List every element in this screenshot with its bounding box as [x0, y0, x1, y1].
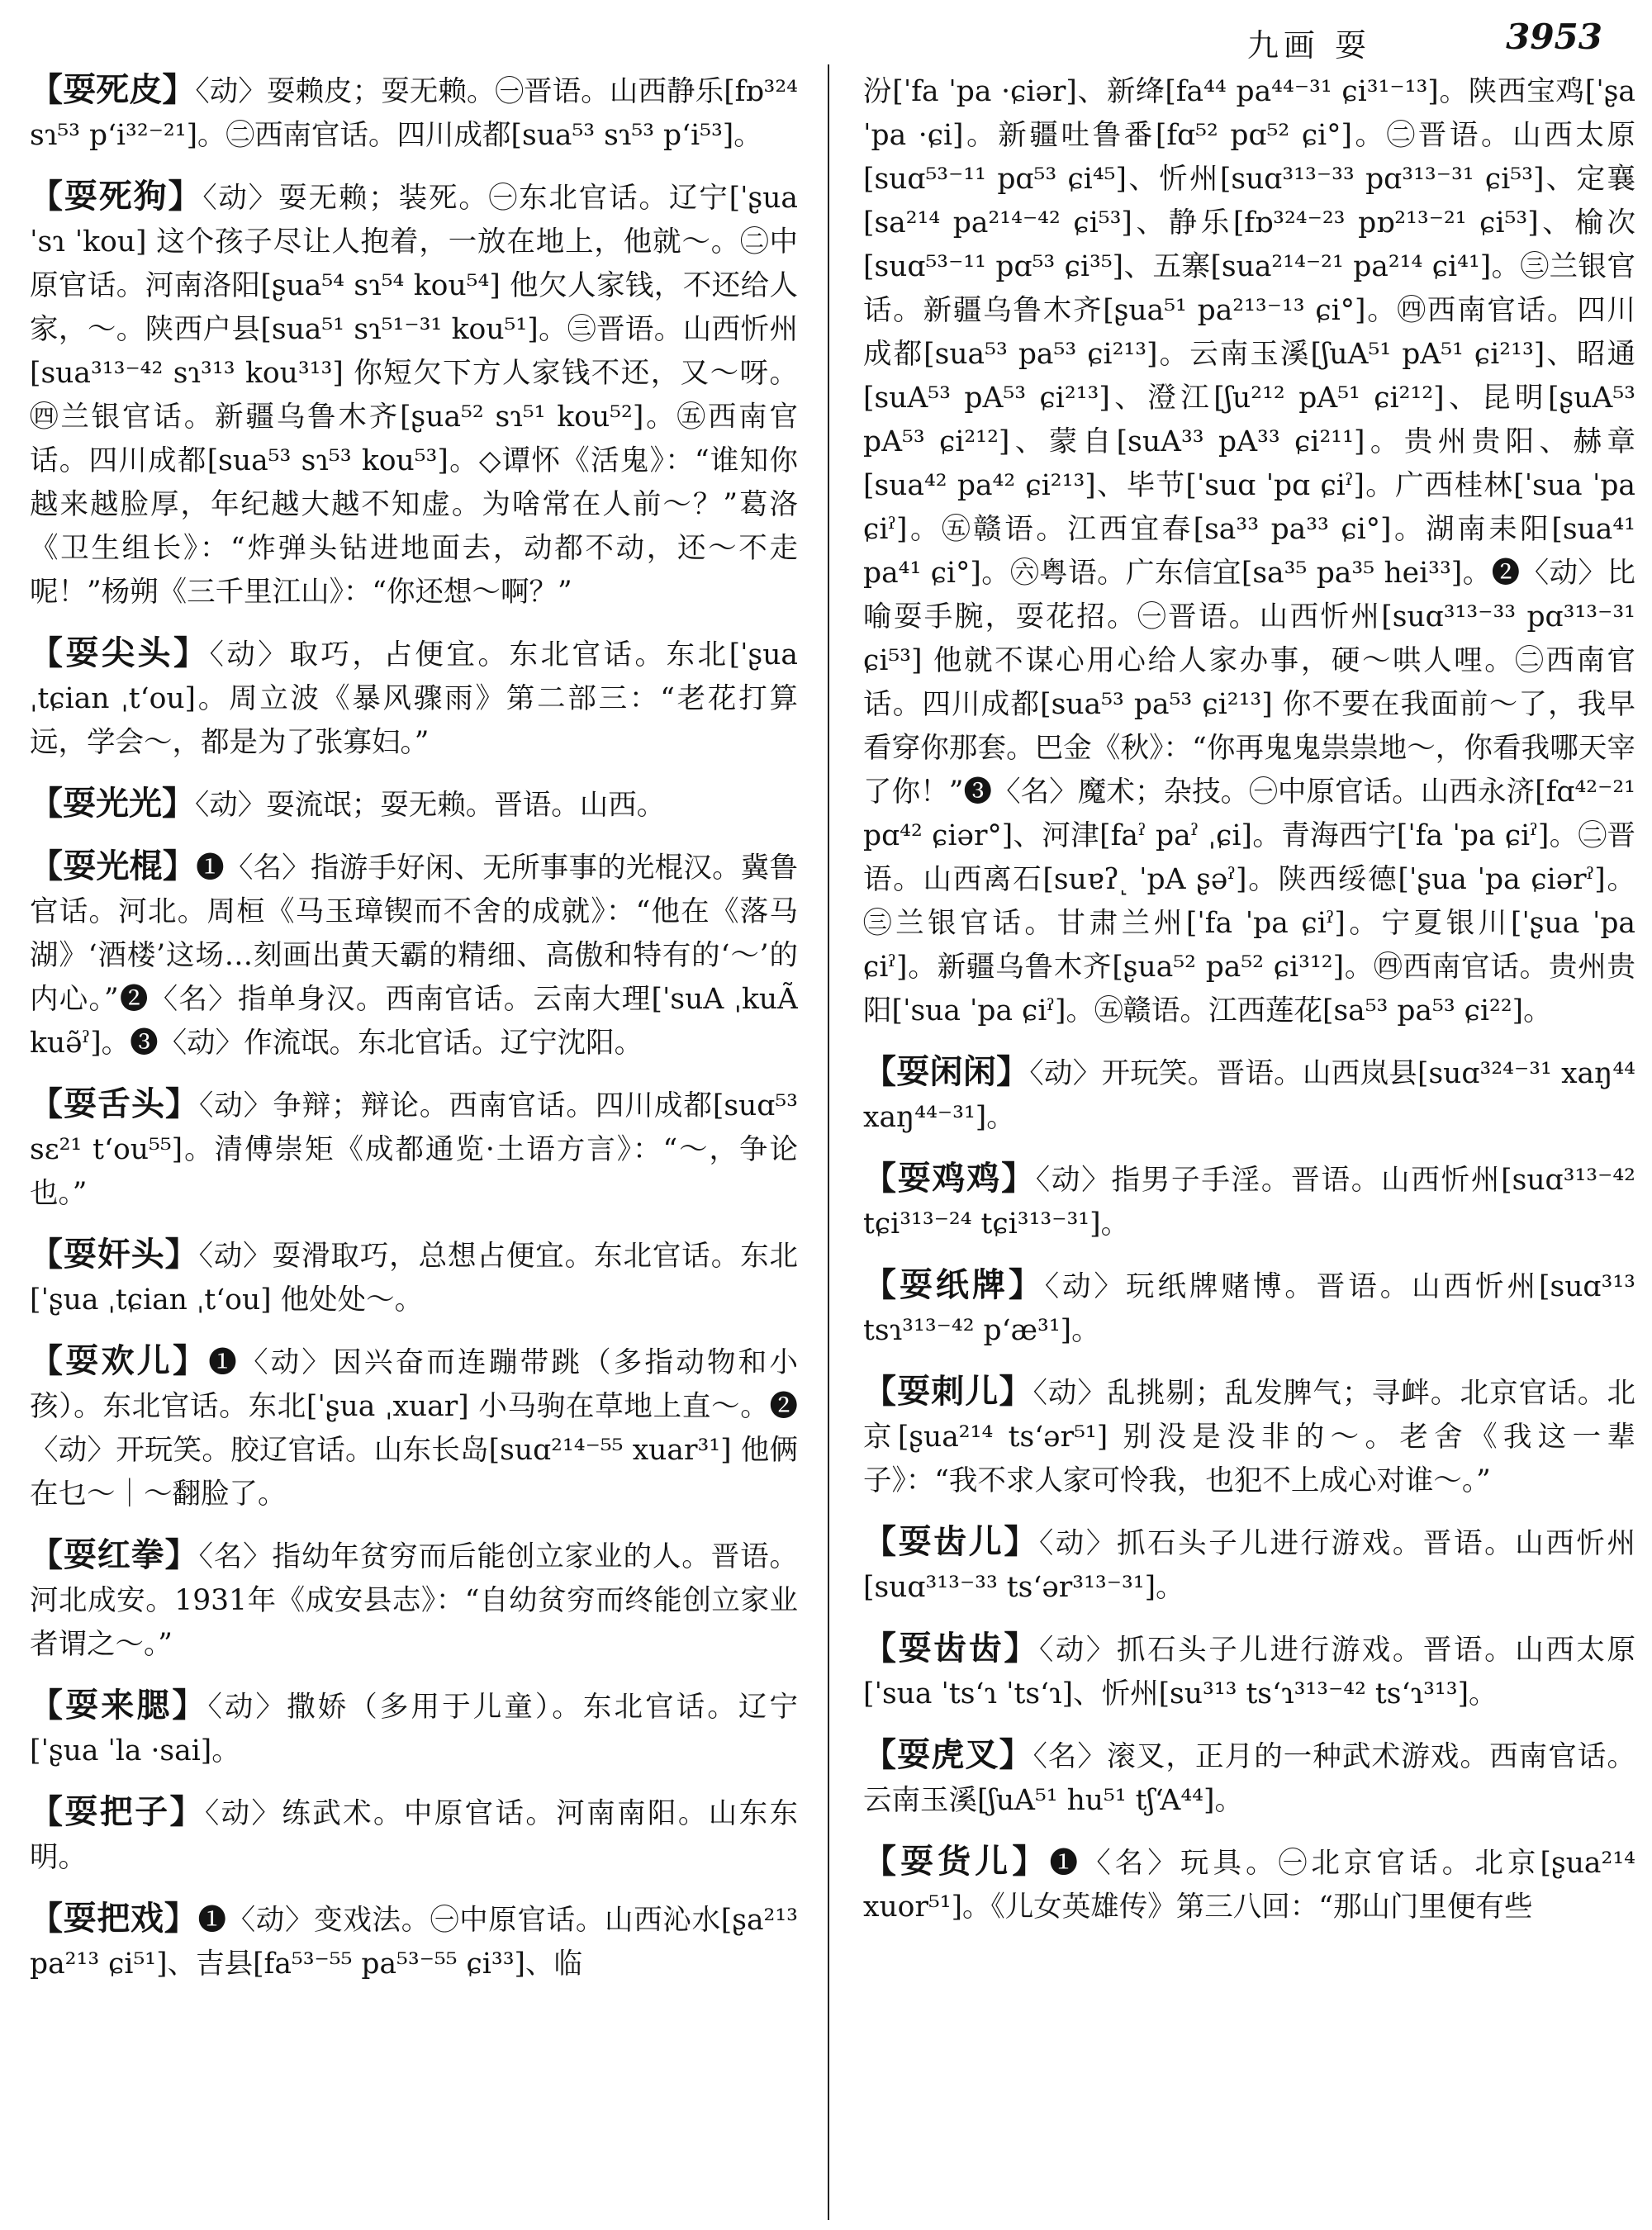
entry-headword: 【耍奸头】: [30, 1235, 199, 1274]
entry-body: 〈名〉滚叉，正月的一种武术游戏。西南官话。云南玉溪[ʃuA⁵¹ hu⁵¹ tʃʻA⁴⁴]。: [863, 1740, 1635, 1817]
right-column: [863, 68, 1635, 2215]
entry-headword: 【耍齿齿】: [863, 1629, 1039, 1668]
left-column: [30, 68, 798, 2215]
entry-headword: 【耍尖头】: [30, 633, 210, 672]
entry-body: 〈动〉耍赖皮；耍无赖。㊀晋语。山西静乐[fɒ³²⁴ sɿ⁵³ pʻi³²⁻²¹]。㊁西南官话。四川成都[sua⁵³ sɿ⁵³ pʻi⁵³]。: [30, 75, 798, 152]
entry-body: ❶〈名〉玩具。㊀北京官话。北京[ʂua²¹⁴ xuor⁵¹]。《儿女英雄传》第三八回：“那山门里便有些: [863, 1847, 1635, 1924]
entry-headword: 【耍光棍】: [30, 847, 197, 885]
entry-headword: 【耍货儿】: [863, 1842, 1050, 1881]
entry-headword: 【耍舌头】: [30, 1084, 200, 1123]
entry-body: 〈动〉抓石头子儿进行游戏。晋语。山西太原[ˈsua ˈtsʻɿ ˈtsʻɿ]、忻州[su³¹³ tsʻɿ³¹³⁻⁴² tsʻɿ³¹³]。: [863, 1634, 1635, 1710]
dictionary-entry: [863, 1626, 1635, 1716]
entry-headword: 【耍红拳】: [30, 1535, 199, 1574]
dictionary-entry: [30, 1790, 798, 1880]
entry-headword: 【耍来腮】: [30, 1686, 208, 1725]
dictionary-entry: [30, 1339, 798, 1516]
entry-headword: 【耍闲闲】: [863, 1052, 1030, 1091]
dictionary-entry-continued: [863, 68, 1635, 1033]
section-title: 九画 耍: [1246, 27, 1371, 64]
entry-headword: 【耍光光】: [30, 784, 195, 823]
dictionary-entry: [30, 174, 798, 614]
dictionary-entry: [863, 1733, 1635, 1823]
page-header: [33, 15, 1619, 64]
dictionary-entry: [863, 1369, 1635, 1503]
entry-headword: 【耍纸牌】: [863, 1265, 1045, 1304]
entry-headword: 【耍刺儿】: [863, 1372, 1033, 1411]
entry-body: 〈动〉取巧，占便宜。东北官话。东北[ˈʂua ˌtɕian ˌtʻou]。周立波《暴风骤雨》第二部三：“老花打算远，学会～，都是为了张寡妇。”: [30, 638, 798, 759]
dictionary-entry: [863, 1156, 1635, 1246]
dictionary-entry: [30, 781, 798, 828]
dictionary-entry: [30, 1683, 798, 1773]
dictionary-entry: [863, 1839, 1635, 1929]
dictionary-entry: [863, 1263, 1635, 1353]
entry-body: 〈动〉练武术。中原官话。河南南阳。山东东明。: [30, 1797, 798, 1874]
entry-headword: 【耍死皮】: [30, 70, 196, 109]
entry-body: 〈动〉乱挑剔；乱发脾气；寻衅。北京官话。北京[ʂua²¹⁴ tsʻər⁵¹] 别没是没非的～。老舍《我这一辈子》：“我不求人家可怜我，也犯不上成心对谁～。”: [863, 1377, 1635, 1497]
dictionary-entry: [863, 1050, 1635, 1140]
dictionary-entry: [30, 68, 798, 158]
dictionary-entry: [30, 844, 798, 1065]
entry-body: 〈动〉争辩；辩论。西南官话。四川成都[suɑ⁵³ sɛ²¹ tʻou⁵⁵]。清傅崇矩《成都通览·土语方言》：“～，争论也。”: [30, 1089, 798, 1210]
entry-headword: 【耍虎叉】: [863, 1735, 1033, 1774]
dictionary-entry: [30, 1082, 798, 1216]
entry-body: ❶〈名〉指游手好闲、无所事事的光棍汉。冀鲁官话。河北。周桓《马玉璋锲而不舍的成就》：“他在《落马湖》‘酒楼’这场…刻画出黄天霸的精细、高傲和特有的‘～’的内心。”❷〈名〉指单身汉。西南官话。云南大理[ˈsuA ˌkuÃ kuə̃ˀ]。❸〈动〉作流氓。东北官话。辽宁沈阳。: [30, 852, 798, 1060]
dictionary-entry: [30, 1896, 798, 1986]
entry-body: 汾[ˈfa ˈpa ·ɕiər]、新绛[fa⁴⁴ pa⁴⁴⁻³¹ ɕi³¹⁻¹³]。陕西宝鸡[ˈʂa ˈpa ·ɕi]。新疆吐鲁番[fɑ⁵² pɑ⁵² ɕi°]。㊁晋语。山西太原[suɑ⁵³⁻¹¹ pɑ⁵³ ɕi⁴⁵]、忻州[suɑ³¹³⁻³³ pɑ³¹³⁻³¹ ɕi⁵³]、定襄[sa²¹⁴ pa²¹⁴⁻⁴² ɕi⁵³]、静乐[fɒ³²⁴⁻²³ pɒ²¹³⁻²¹ ɕi⁵³]、榆次[suɑ⁵³⁻¹¹ pɑ⁵³ ɕi³⁵]、五寨[sua²¹⁴⁻²¹ pa²¹⁴ ɕi⁴¹]。㊂兰银官话。新疆乌鲁木齐[ʂua⁵¹ pa²¹³⁻¹³ ɕi°]。㊃西南官话。四川成都[sua⁵³ pa⁵³ ɕi²¹³]。云南玉溪[ʃuA⁵¹ pA⁵¹ ɕi²¹³]、昭通[suA⁵³ pA⁵³ ɕi²¹³]、澄江[ʃu²¹² pA⁵¹ ɕi²¹²]、昆明[ʂuA⁵³ pA⁵³ ɕi²¹²]、蒙自[suA³³ pA³³ ɕi²¹¹]。贵州贵阳、赫章[sua⁴² pa⁴² ɕi²¹³]、毕节[ˈsuɑ ˈpɑ ɕiˀ]。广西桂林[ˈsua ˈpa ɕiˀ]。㊄赣语。江西宜春[sa³³ pa³³ ɕi°]。湖南耒阳[sua⁴¹ pa⁴¹ ɕi°]。㊅粤语。广东信宜[sa³⁵ pa³⁵ hei³³]。❷〈动〉比喻耍手腕，耍花招。㊀晋语。山西忻州[suɑ³¹³⁻³³ pɑ³¹³⁻³¹ ɕi⁵³] 他就不谋心用心给人家办事，硬～哄人哩。㊁西南官话。四川成都[sua⁵³ pa⁵³ ɕi²¹³] 你不要在我面前～了，我早看穿你那套。巴金《秋》：“你再鬼鬼祟祟地～，你看我哪天宰了你！”❸〈名〉魔术；杂技。㊀中原官话。山西永济[fɑ⁴²⁻²¹ pɑ⁴² ɕiər°]、河津[faˀ paˀ ˌɕi]。青海西宁[ˈfa ˈpa ɕiˀ]。㊁晋语。山西离石[suɐʔ˻ ˈpA ʂəˀ]。陕西绥德[ˈʂua ˈpa ɕiərˀ]。㊂兰银官话。甘肃兰州[ˈfa ˈpa ɕiˀ]。宁夏银川[ˈʂua ˈpa ɕiˀ]。新疆乌鲁木齐[ʂua⁵² pa⁵² ɕi³¹²]。㊃西南官话。贵州贵阳[ˈsua ˈpa ɕiˀ]。㊄赣语。江西莲花[sa⁵³ pa⁵³ ɕi²²]。: [863, 75, 1635, 1027]
entry-headword: 【耍把子】: [30, 1792, 205, 1831]
entry-headword: 【耍把戏】: [30, 1899, 198, 1938]
dictionary-entry: [30, 1232, 798, 1322]
entry-body: 〈动〉指男子手淫。晋语。山西忻州[suɑ³¹³⁻⁴² tɕi³¹³⁻²⁴ tɕi³¹³⁻³¹]。: [863, 1164, 1635, 1241]
entry-body: 〈动〉抓石头子儿进行游戏。晋语。山西忻州[suɑ³¹³⁻³³ tsʻər³¹³⁻³¹]。: [863, 1527, 1635, 1604]
dictionary-entry: [30, 631, 798, 765]
entry-headword: 【耍欢儿】: [30, 1341, 209, 1380]
entry-body: 〈动〉耍滑取巧，总想占便宜。东北官话。东北[ˈʂua ˌtɕian ˌtʻou] 他处处～。: [30, 1240, 798, 1317]
entry-body: 〈动〉耍无赖；装死。㊀东北官话。辽宁[ˈʂua ˈsɿ ˈkou] 这个孩子尽让人抱着，一放在地上，他就～。㊁中原官话。河南洛阳[ʂua⁵⁴ sɿ⁵⁴ kou⁵⁴] 他欠人家钱，不还给人家，～。陕西户县[sua⁵¹ sɿ⁵¹⁻³¹ kou⁵¹]。㊂晋语。山西忻州[sua³¹³⁻⁴² sɿ³¹³ kou³¹³] 你短欠下方人家钱不还，又～呀。㊃兰银官话。新疆乌鲁木齐[ʂua⁵² sɿ⁵¹ kou⁵²]。㊄西南官话。四川成都[sua⁵³ sɿ⁵³ kou⁵³]。◇谭怀《活鬼》：“谁知你越来越脸厚，年纪越大越不知虚。为啥常在人前～？”葛洛《卫生组长》：“炸弹头钻进地面去，动都不动，还～不走呢！”杨朔《三千里江山》：“你还想～啊？”: [30, 182, 798, 609]
entry-body: 〈动〉撒娇（多用于儿童）。东北官话。辽宁[ˈʂua ˈla ·sai]。: [30, 1691, 798, 1767]
entry-body: 〈动〉开玩笑。晋语。山西岚县[suɑ³²⁴⁻³¹ xaŋ⁴⁴ xaŋ⁴⁴⁻³¹]。: [863, 1057, 1635, 1134]
entry-headword: 【耍齿儿】: [863, 1522, 1039, 1561]
entry-body: 〈名〉指幼年贫穷而后能创立家业的人。晋语。河北成安。1931年《成安县志》：“自幼贫穷而终能创立家业者谓之～。”: [30, 1540, 798, 1661]
page-number: 3953: [1506, 17, 1602, 57]
entry-body: 〈动〉耍流氓；耍无赖。晋语。山西。: [195, 789, 666, 822]
entry-headword: 【耍鸡鸡】: [863, 1159, 1036, 1198]
entry-headword: 【耍死狗】: [30, 177, 203, 216]
entry-body: ❶〈动〉因兴奋而连蹦带跳（多指动物和小孩）。东北官话。东北[ˈʂua ˌxuar] 小马驹在草地上直～。❷〈动〉开玩笑。胶辽官话。山东长岛[suɑ²¹⁴⁻⁵⁵ xuar³¹] 他俩在乜～｜～翻脸了。: [30, 1346, 798, 1511]
entry-body: 〈动〉玩纸牌赌博。晋语。山西忻州[suɑ³¹³ tsɿ³¹³⁻⁴² pʻæ³¹]。: [863, 1270, 1635, 1347]
dictionary-entry: [863, 1520, 1635, 1610]
dictionary-entry: [30, 1533, 798, 1667]
column-divider: [828, 64, 829, 2220]
entry-body: ❶〈动〉变戏法。㊀中原官话。山西沁水[ʂa²¹³ pa²¹³ ɕi⁵¹]、吉县[fa⁵³⁻⁵⁵ pa⁵³⁻⁵⁵ ɕi³³]、临: [30, 1904, 798, 1981]
